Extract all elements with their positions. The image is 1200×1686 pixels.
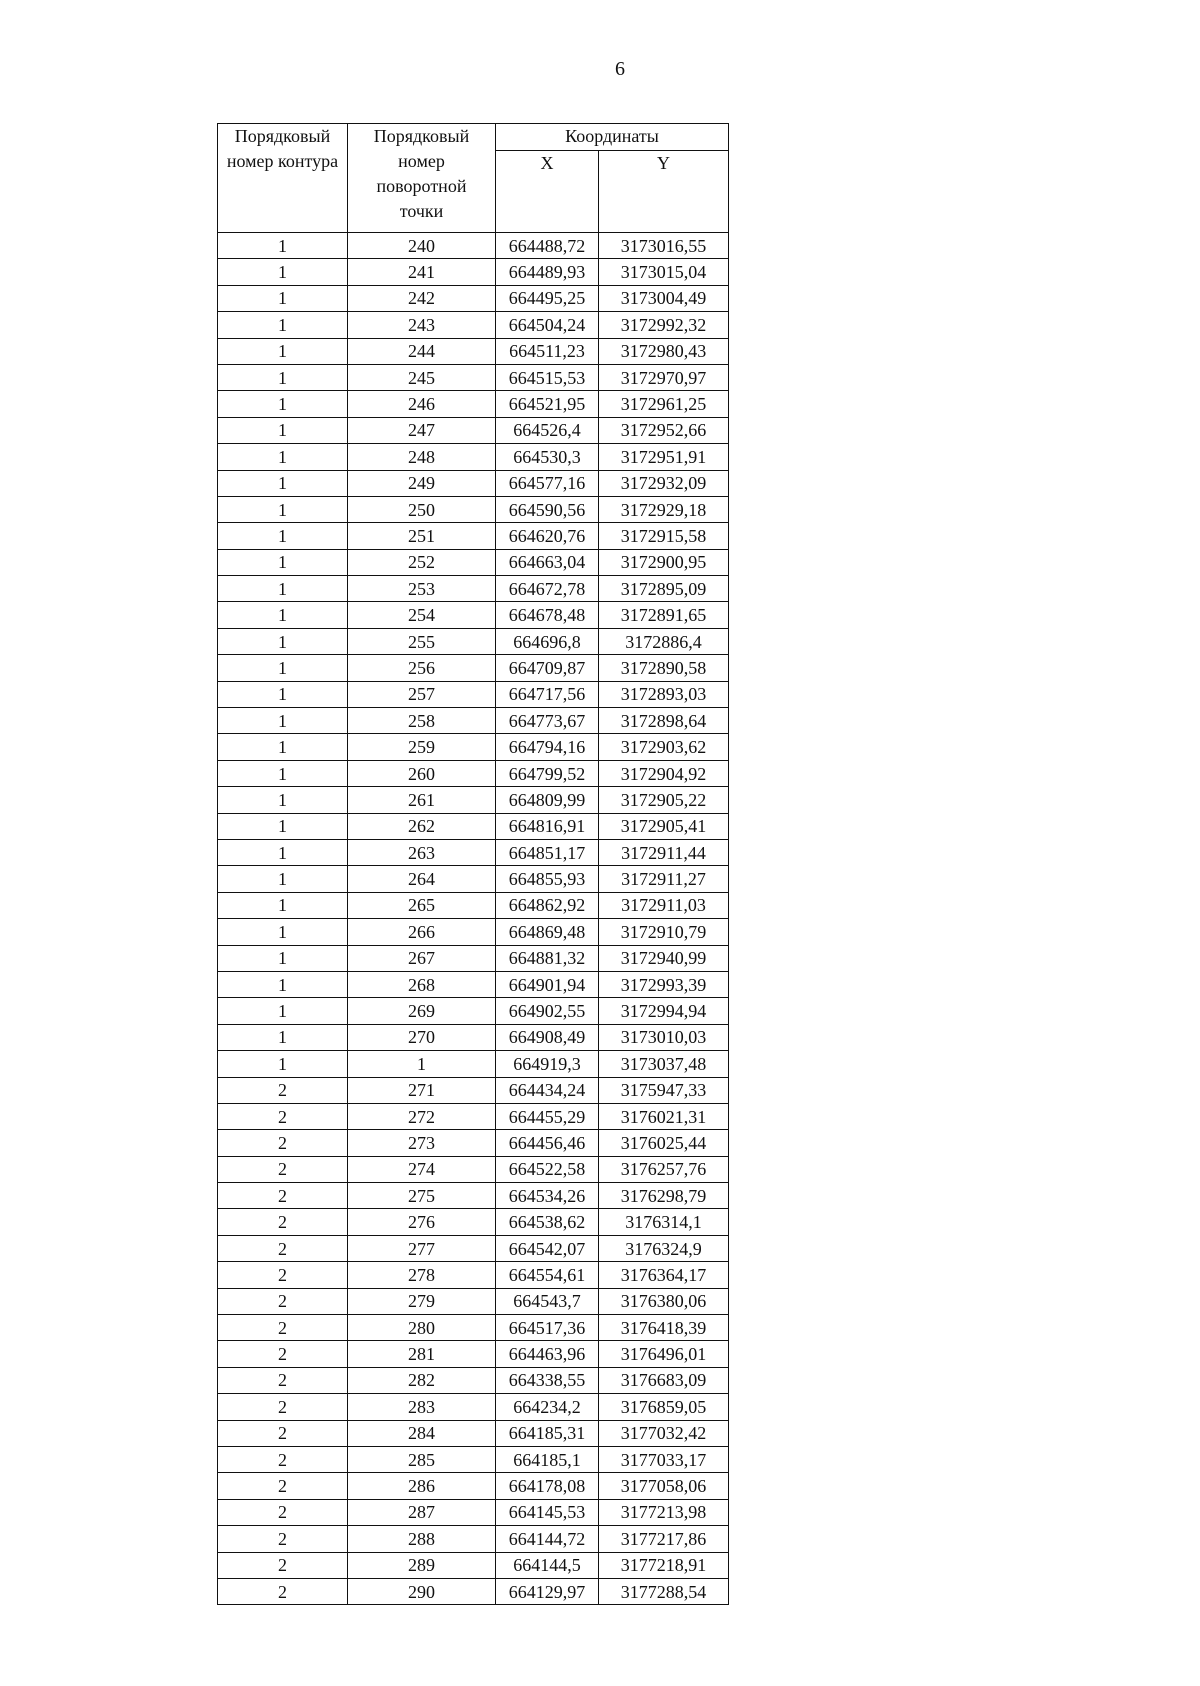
cell-y: 3172952,66 xyxy=(599,417,729,443)
table-row xyxy=(218,1473,729,1499)
cell-y: 3172932,09 xyxy=(599,470,729,496)
cell-point-number: 1 xyxy=(348,1051,496,1077)
cell-y: 3172951,91 xyxy=(599,444,729,470)
table-row xyxy=(218,1315,729,1341)
cell-point-number: 241 xyxy=(348,259,496,285)
cell-point-number: 264 xyxy=(348,866,496,892)
cell-x: 664919,3 xyxy=(496,1051,599,1077)
cell-contour-number: 1 xyxy=(218,655,348,681)
cell-contour-number: 1 xyxy=(218,787,348,813)
cell-x: 664590,56 xyxy=(496,496,599,522)
cell-y: 3172905,22 xyxy=(599,787,729,813)
table-row xyxy=(218,919,729,945)
cell-contour-number: 1 xyxy=(218,338,348,364)
cell-contour-number: 2 xyxy=(218,1420,348,1446)
cell-x: 664794,16 xyxy=(496,734,599,760)
table-row xyxy=(218,259,729,285)
table-row xyxy=(218,417,729,443)
table-row xyxy=(218,233,729,259)
cell-point-number: 240 xyxy=(348,233,496,259)
table-row xyxy=(218,338,729,364)
table-row xyxy=(218,1341,729,1367)
cell-point-number: 255 xyxy=(348,628,496,654)
cell-point-number: 290 xyxy=(348,1578,496,1604)
cell-y: 3172911,03 xyxy=(599,892,729,918)
cell-x: 664338,55 xyxy=(496,1367,599,1393)
cell-contour-number: 1 xyxy=(218,312,348,338)
cell-point-number: 249 xyxy=(348,470,496,496)
cell-contour-number: 1 xyxy=(218,364,348,390)
table-row xyxy=(218,549,729,575)
cell-contour-number: 1 xyxy=(218,576,348,602)
cell-contour-number: 2 xyxy=(218,1315,348,1341)
cell-y: 3176025,44 xyxy=(599,1130,729,1156)
cell-y: 3176324,9 xyxy=(599,1235,729,1261)
cell-x: 664855,93 xyxy=(496,866,599,892)
table-row xyxy=(218,971,729,997)
cell-contour-number: 1 xyxy=(218,813,348,839)
cell-y: 3173004,49 xyxy=(599,285,729,311)
cell-y: 3176380,06 xyxy=(599,1288,729,1314)
header-point-number xyxy=(348,124,496,233)
cell-contour-number: 2 xyxy=(218,1209,348,1235)
cell-x: 664455,29 xyxy=(496,1103,599,1129)
table-row xyxy=(218,1077,729,1103)
cell-point-number: 277 xyxy=(348,1235,496,1261)
cell-x: 664530,3 xyxy=(496,444,599,470)
cell-x: 664526,4 xyxy=(496,417,599,443)
cell-y: 3172911,27 xyxy=(599,866,729,892)
table-row xyxy=(218,813,729,839)
cell-x: 664672,78 xyxy=(496,576,599,602)
header-x: X xyxy=(496,151,599,233)
table-row xyxy=(218,998,729,1024)
table-row xyxy=(218,285,729,311)
table-row xyxy=(218,1235,729,1261)
cell-point-number: 272 xyxy=(348,1103,496,1129)
cell-x: 664129,97 xyxy=(496,1578,599,1604)
cell-contour-number: 2 xyxy=(218,1130,348,1156)
cell-y: 3177213,98 xyxy=(599,1499,729,1525)
cell-contour-number: 2 xyxy=(218,1526,348,1552)
cell-x: 664456,46 xyxy=(496,1130,599,1156)
cell-contour-number: 2 xyxy=(218,1367,348,1393)
table-row xyxy=(218,1578,729,1604)
cell-x: 664511,23 xyxy=(496,338,599,364)
cell-x: 664799,52 xyxy=(496,760,599,786)
table-row xyxy=(218,866,729,892)
cell-x: 664901,94 xyxy=(496,971,599,997)
table-row xyxy=(218,892,729,918)
cell-y: 3176257,76 xyxy=(599,1156,729,1182)
cell-x: 664696,8 xyxy=(496,628,599,654)
cell-y: 3172886,4 xyxy=(599,628,729,654)
cell-y: 3172992,32 xyxy=(599,312,729,338)
cell-y: 3175947,33 xyxy=(599,1077,729,1103)
cell-contour-number: 2 xyxy=(218,1077,348,1103)
cell-y: 3172895,09 xyxy=(599,576,729,602)
cell-x: 664178,08 xyxy=(496,1473,599,1499)
cell-contour-number: 1 xyxy=(218,523,348,549)
cell-point-number: 250 xyxy=(348,496,496,522)
cell-contour-number: 2 xyxy=(218,1499,348,1525)
cell-point-number: 289 xyxy=(348,1552,496,1578)
cell-point-number: 258 xyxy=(348,708,496,734)
cell-x: 664809,99 xyxy=(496,787,599,813)
header-contour-line2: номер контура xyxy=(226,151,339,171)
cell-point-number: 286 xyxy=(348,1473,496,1499)
cell-point-number: 279 xyxy=(348,1288,496,1314)
cell-x: 664717,56 xyxy=(496,681,599,707)
cell-contour-number: 1 xyxy=(218,391,348,417)
header-point-line2: номер xyxy=(398,151,445,171)
cell-x: 664908,49 xyxy=(496,1024,599,1050)
header-point-line1: Порядковый xyxy=(373,126,470,146)
table-row xyxy=(218,1367,729,1393)
cell-x: 664542,07 xyxy=(496,1235,599,1261)
cell-contour-number: 1 xyxy=(218,681,348,707)
cell-x: 664489,93 xyxy=(496,259,599,285)
cell-contour-number: 1 xyxy=(218,734,348,760)
cell-point-number: 262 xyxy=(348,813,496,839)
cell-point-number: 245 xyxy=(348,364,496,390)
cell-point-number: 267 xyxy=(348,945,496,971)
table-row xyxy=(218,1499,729,1525)
cell-y: 3172911,44 xyxy=(599,839,729,865)
cell-contour-number: 2 xyxy=(218,1341,348,1367)
cell-point-number: 254 xyxy=(348,602,496,628)
cell-x: 664534,26 xyxy=(496,1183,599,1209)
cell-y: 3172910,79 xyxy=(599,919,729,945)
cell-y: 3172993,39 xyxy=(599,971,729,997)
cell-point-number: 256 xyxy=(348,655,496,681)
cell-point-number: 246 xyxy=(348,391,496,417)
cell-y: 3177058,06 xyxy=(599,1473,729,1499)
table-row xyxy=(218,1051,729,1077)
table-row xyxy=(218,708,729,734)
cell-point-number: 268 xyxy=(348,971,496,997)
table-row xyxy=(218,1156,729,1182)
table-row xyxy=(218,1552,729,1578)
cell-contour-number: 1 xyxy=(218,233,348,259)
cell-y: 3176683,09 xyxy=(599,1367,729,1393)
cell-contour-number: 2 xyxy=(218,1578,348,1604)
cell-x: 664543,7 xyxy=(496,1288,599,1314)
cell-contour-number: 1 xyxy=(218,259,348,285)
cell-contour-number: 2 xyxy=(218,1446,348,1472)
cell-point-number: 269 xyxy=(348,998,496,1024)
cell-contour-number: 1 xyxy=(218,1024,348,1050)
cell-x: 664851,17 xyxy=(496,839,599,865)
cell-x: 664773,67 xyxy=(496,708,599,734)
cell-point-number: 259 xyxy=(348,734,496,760)
coordinates-table xyxy=(217,123,729,1605)
cell-y: 3172905,41 xyxy=(599,813,729,839)
cell-y: 3173015,04 xyxy=(599,259,729,285)
cell-y: 3176418,39 xyxy=(599,1315,729,1341)
cell-point-number: 285 xyxy=(348,1446,496,1472)
cell-y: 3172961,25 xyxy=(599,391,729,417)
table-row xyxy=(218,576,729,602)
cell-point-number: 244 xyxy=(348,338,496,364)
cell-contour-number: 1 xyxy=(218,549,348,575)
cell-contour-number: 2 xyxy=(218,1103,348,1129)
header-coordinates: Координаты xyxy=(496,124,729,151)
cell-point-number: 287 xyxy=(348,1499,496,1525)
cell-x: 664517,36 xyxy=(496,1315,599,1341)
cell-x: 664185,1 xyxy=(496,1446,599,1472)
cell-point-number: 274 xyxy=(348,1156,496,1182)
cell-x: 664145,53 xyxy=(496,1499,599,1525)
cell-contour-number: 2 xyxy=(218,1262,348,1288)
cell-point-number: 284 xyxy=(348,1420,496,1446)
table-row xyxy=(218,839,729,865)
cell-contour-number: 1 xyxy=(218,1051,348,1077)
cell-x: 664434,24 xyxy=(496,1077,599,1103)
cell-point-number: 261 xyxy=(348,787,496,813)
cell-y: 3176364,17 xyxy=(599,1262,729,1288)
table-row xyxy=(218,734,729,760)
table-row xyxy=(218,787,729,813)
cell-x: 664522,58 xyxy=(496,1156,599,1182)
cell-contour-number: 2 xyxy=(218,1235,348,1261)
cell-contour-number: 1 xyxy=(218,444,348,470)
cell-point-number: 253 xyxy=(348,576,496,602)
cell-x: 664678,48 xyxy=(496,602,599,628)
cell-y: 3173037,48 xyxy=(599,1051,729,1077)
cell-contour-number: 2 xyxy=(218,1473,348,1499)
cell-contour-number: 1 xyxy=(218,839,348,865)
cell-y: 3172940,99 xyxy=(599,945,729,971)
cell-point-number: 278 xyxy=(348,1262,496,1288)
cell-contour-number: 2 xyxy=(218,1183,348,1209)
cell-point-number: 281 xyxy=(348,1341,496,1367)
cell-x: 664577,16 xyxy=(496,470,599,496)
cell-y: 3172915,58 xyxy=(599,523,729,549)
table-row xyxy=(218,945,729,971)
cell-x: 664862,92 xyxy=(496,892,599,918)
cell-point-number: 276 xyxy=(348,1209,496,1235)
header-point-line4: точки xyxy=(399,201,444,221)
cell-contour-number: 1 xyxy=(218,496,348,522)
cell-point-number: 283 xyxy=(348,1394,496,1420)
cell-point-number: 265 xyxy=(348,892,496,918)
cell-y: 3173016,55 xyxy=(599,233,729,259)
cell-x: 664463,96 xyxy=(496,1341,599,1367)
cell-point-number: 257 xyxy=(348,681,496,707)
table-row xyxy=(218,523,729,549)
cell-contour-number: 1 xyxy=(218,285,348,311)
cell-point-number: 282 xyxy=(348,1367,496,1393)
cell-contour-number: 1 xyxy=(218,866,348,892)
cell-y: 3177217,86 xyxy=(599,1526,729,1552)
cell-x: 664234,2 xyxy=(496,1394,599,1420)
table-row xyxy=(218,312,729,338)
header-contour-line1: Порядковый xyxy=(234,126,331,146)
cell-x: 664902,55 xyxy=(496,998,599,1024)
cell-contour-number: 2 xyxy=(218,1552,348,1578)
cell-x: 664495,25 xyxy=(496,285,599,311)
cell-x: 664816,91 xyxy=(496,813,599,839)
cell-y: 3172891,65 xyxy=(599,602,729,628)
cell-contour-number: 1 xyxy=(218,919,348,945)
cell-y: 3172904,92 xyxy=(599,760,729,786)
table-row xyxy=(218,602,729,628)
cell-x: 664554,61 xyxy=(496,1262,599,1288)
cell-contour-number: 1 xyxy=(218,971,348,997)
table-row xyxy=(218,1130,729,1156)
cell-contour-number: 1 xyxy=(218,760,348,786)
header-y: Y xyxy=(599,151,729,233)
cell-y: 3172903,62 xyxy=(599,734,729,760)
table-body xyxy=(218,233,729,1605)
table-row xyxy=(218,681,729,707)
cell-point-number: 273 xyxy=(348,1130,496,1156)
cell-y: 3172980,43 xyxy=(599,338,729,364)
cell-x: 664538,62 xyxy=(496,1209,599,1235)
cell-point-number: 251 xyxy=(348,523,496,549)
cell-y: 3172898,64 xyxy=(599,708,729,734)
cell-y: 3176021,31 xyxy=(599,1103,729,1129)
table-row xyxy=(218,1024,729,1050)
cell-x: 664488,72 xyxy=(496,233,599,259)
header-contour-number xyxy=(218,124,348,233)
cell-contour-number: 2 xyxy=(218,1394,348,1420)
table-row xyxy=(218,470,729,496)
cell-contour-number: 1 xyxy=(218,628,348,654)
cell-point-number: 271 xyxy=(348,1077,496,1103)
cell-point-number: 270 xyxy=(348,1024,496,1050)
cell-contour-number: 1 xyxy=(218,602,348,628)
cell-x: 664144,72 xyxy=(496,1526,599,1552)
table-row xyxy=(218,1262,729,1288)
cell-contour-number: 1 xyxy=(218,892,348,918)
cell-y: 3172994,94 xyxy=(599,998,729,1024)
table-row xyxy=(218,391,729,417)
cell-x: 664709,87 xyxy=(496,655,599,681)
cell-x: 664504,24 xyxy=(496,312,599,338)
table-row xyxy=(218,1209,729,1235)
cell-contour-number: 1 xyxy=(218,470,348,496)
cell-point-number: 288 xyxy=(348,1526,496,1552)
cell-y: 3177033,17 xyxy=(599,1446,729,1472)
cell-y: 3172929,18 xyxy=(599,496,729,522)
cell-y: 3176314,1 xyxy=(599,1209,729,1235)
cell-x: 664144,5 xyxy=(496,1552,599,1578)
cell-x: 664521,95 xyxy=(496,391,599,417)
cell-point-number: 280 xyxy=(348,1315,496,1341)
cell-point-number: 247 xyxy=(348,417,496,443)
cell-x: 664663,04 xyxy=(496,549,599,575)
table-row xyxy=(218,628,729,654)
cell-x: 664185,31 xyxy=(496,1420,599,1446)
table-row xyxy=(218,364,729,390)
cell-y: 3172900,95 xyxy=(599,549,729,575)
cell-point-number: 248 xyxy=(348,444,496,470)
page-number: 6 xyxy=(615,58,625,80)
cell-contour-number: 2 xyxy=(218,1156,348,1182)
table-row xyxy=(218,655,729,681)
cell-contour-number: 1 xyxy=(218,417,348,443)
cell-y: 3177032,42 xyxy=(599,1420,729,1446)
cell-y: 3173010,03 xyxy=(599,1024,729,1050)
table-row xyxy=(218,1103,729,1129)
cell-point-number: 266 xyxy=(348,919,496,945)
table-row xyxy=(218,444,729,470)
cell-x: 664620,76 xyxy=(496,523,599,549)
cell-y: 3176496,01 xyxy=(599,1341,729,1367)
cell-y: 3176859,05 xyxy=(599,1394,729,1420)
cell-y: 3177218,91 xyxy=(599,1552,729,1578)
table-row xyxy=(218,496,729,522)
cell-point-number: 252 xyxy=(348,549,496,575)
table-row xyxy=(218,1288,729,1314)
cell-x: 664881,32 xyxy=(496,945,599,971)
cell-point-number: 275 xyxy=(348,1183,496,1209)
table-row xyxy=(218,760,729,786)
table-row xyxy=(218,1526,729,1552)
cell-y: 3177288,54 xyxy=(599,1578,729,1604)
cell-point-number: 243 xyxy=(348,312,496,338)
cell-contour-number: 1 xyxy=(218,945,348,971)
table-row xyxy=(218,1394,729,1420)
cell-x: 664515,53 xyxy=(496,364,599,390)
cell-y: 3172893,03 xyxy=(599,681,729,707)
cell-y: 3172970,97 xyxy=(599,364,729,390)
table-row xyxy=(218,1420,729,1446)
cell-contour-number: 2 xyxy=(218,1288,348,1314)
cell-point-number: 260 xyxy=(348,760,496,786)
cell-point-number: 263 xyxy=(348,839,496,865)
table-row xyxy=(218,1446,729,1472)
cell-y: 3176298,79 xyxy=(599,1183,729,1209)
cell-x: 664869,48 xyxy=(496,919,599,945)
table-row xyxy=(218,1183,729,1209)
header-point-line3: поворотной xyxy=(376,176,467,196)
cell-y: 3172890,58 xyxy=(599,655,729,681)
cell-contour-number: 1 xyxy=(218,998,348,1024)
cell-contour-number: 1 xyxy=(218,708,348,734)
cell-point-number: 242 xyxy=(348,285,496,311)
